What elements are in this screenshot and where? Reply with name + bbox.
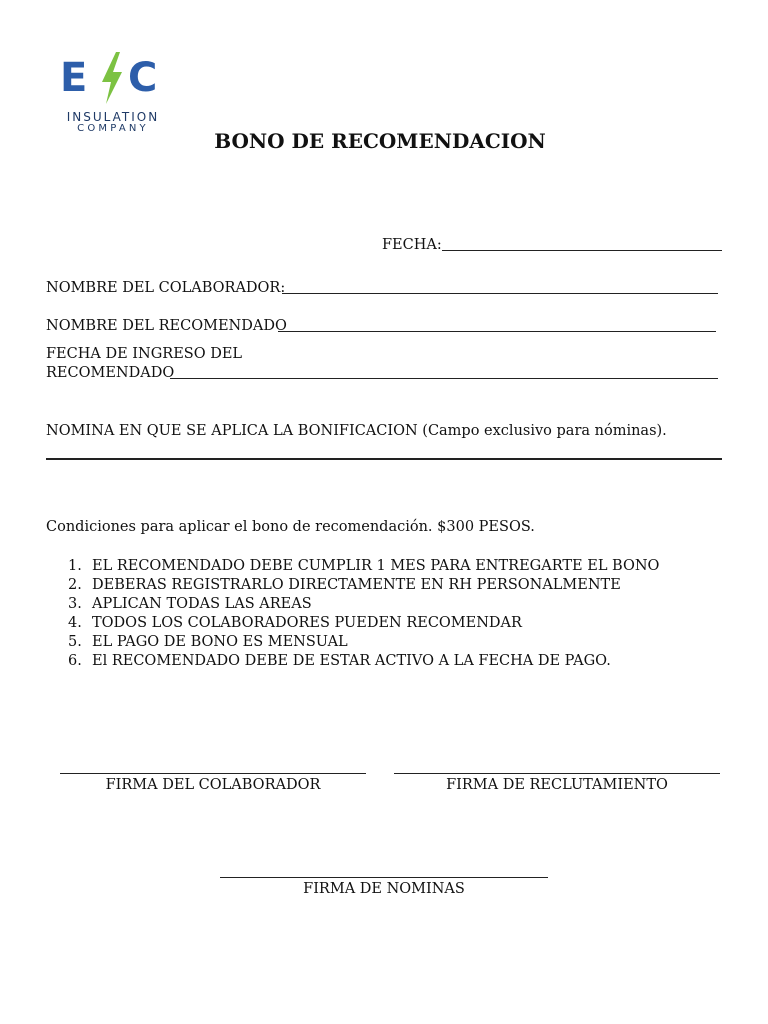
condition-text: APLICAN TODAS LAS AREAS — [92, 596, 312, 612]
logo-text-company: COMPANY — [77, 123, 149, 134]
nombre-recomendado-label: NOMBRE DEL RECOMENDADO — [46, 318, 287, 334]
condition-item — [46, 614, 659, 633]
condition-text: TODOS LOS COLABORADORES PUEDEN RECOMENDAR — [92, 615, 522, 631]
nomina-label: NOMINA EN QUE SE APLICA LA BONIFICACION (Campo exclusivo para nóminas). — [46, 423, 667, 439]
firma-nominas-line[interactable] — [220, 877, 548, 878]
fecha-ingreso-label-line1: FECHA DE INGRESO DEL — [46, 346, 243, 362]
condition-text: EL PAGO DE BONO ES MENSUAL — [92, 634, 348, 650]
firma-reclutamiento-label: FIRMA DE RECLUTAMIENTO — [446, 777, 668, 793]
condition-number: 6. — [68, 653, 82, 669]
nomina-line[interactable] — [46, 458, 722, 460]
fecha-label: FECHA: — [382, 237, 442, 253]
logo-text-insulation: INSULATION — [66, 110, 160, 124]
condition-text: El RECOMENDADO DEBE DE ESTAR ACTIVO A LA FECHA DE PAGO. — [92, 653, 611, 669]
condition-number: 4. — [68, 615, 82, 631]
conditions-list — [46, 557, 659, 671]
fecha-ingreso-line[interactable] — [170, 378, 718, 379]
firma-colaborador-label: FIRMA DEL COLABORADOR — [105, 777, 321, 793]
logo-letter-e: E — [60, 55, 88, 101]
condition-number: 2. — [68, 577, 82, 593]
lightning-bolt-icon — [98, 52, 126, 104]
nombre-colaborador-line[interactable] — [282, 293, 718, 294]
condition-item — [46, 557, 659, 576]
fecha-ingreso-label-line2: RECOMENDADO — [46, 365, 175, 381]
nombre-colaborador-label: NOMBRE DEL COLABORADOR: — [46, 280, 286, 296]
document-title: BONO DE RECOMENDACION — [214, 129, 546, 153]
firma-nominas-label: FIRMA DE NOMINAS — [303, 881, 465, 897]
nombre-recomendado-line[interactable] — [278, 331, 716, 332]
firma-reclutamiento-line[interactable] — [394, 773, 720, 774]
logo-letter-c: C — [128, 55, 158, 101]
condition-number: 3. — [68, 596, 82, 612]
condition-text: EL RECOMENDADO DEBE CUMPLIR 1 MES PARA ENTREGARTE EL BONO — [92, 558, 660, 574]
fecha-line[interactable] — [442, 250, 722, 251]
condition-item — [46, 595, 659, 614]
conditions-intro: Condiciones para aplicar el bono de recomendación. $300 PESOS. — [46, 519, 535, 535]
condition-number: 1. — [68, 558, 82, 574]
condition-item — [46, 576, 659, 595]
condition-item — [46, 652, 659, 671]
condition-item — [46, 633, 659, 652]
condition-number: 5. — [68, 634, 82, 650]
condition-text: DEBERAS REGISTRARLO DIRECTAMENTE EN RH PERSONALMENTE — [92, 577, 621, 593]
firma-colaborador-line[interactable] — [60, 773, 366, 774]
